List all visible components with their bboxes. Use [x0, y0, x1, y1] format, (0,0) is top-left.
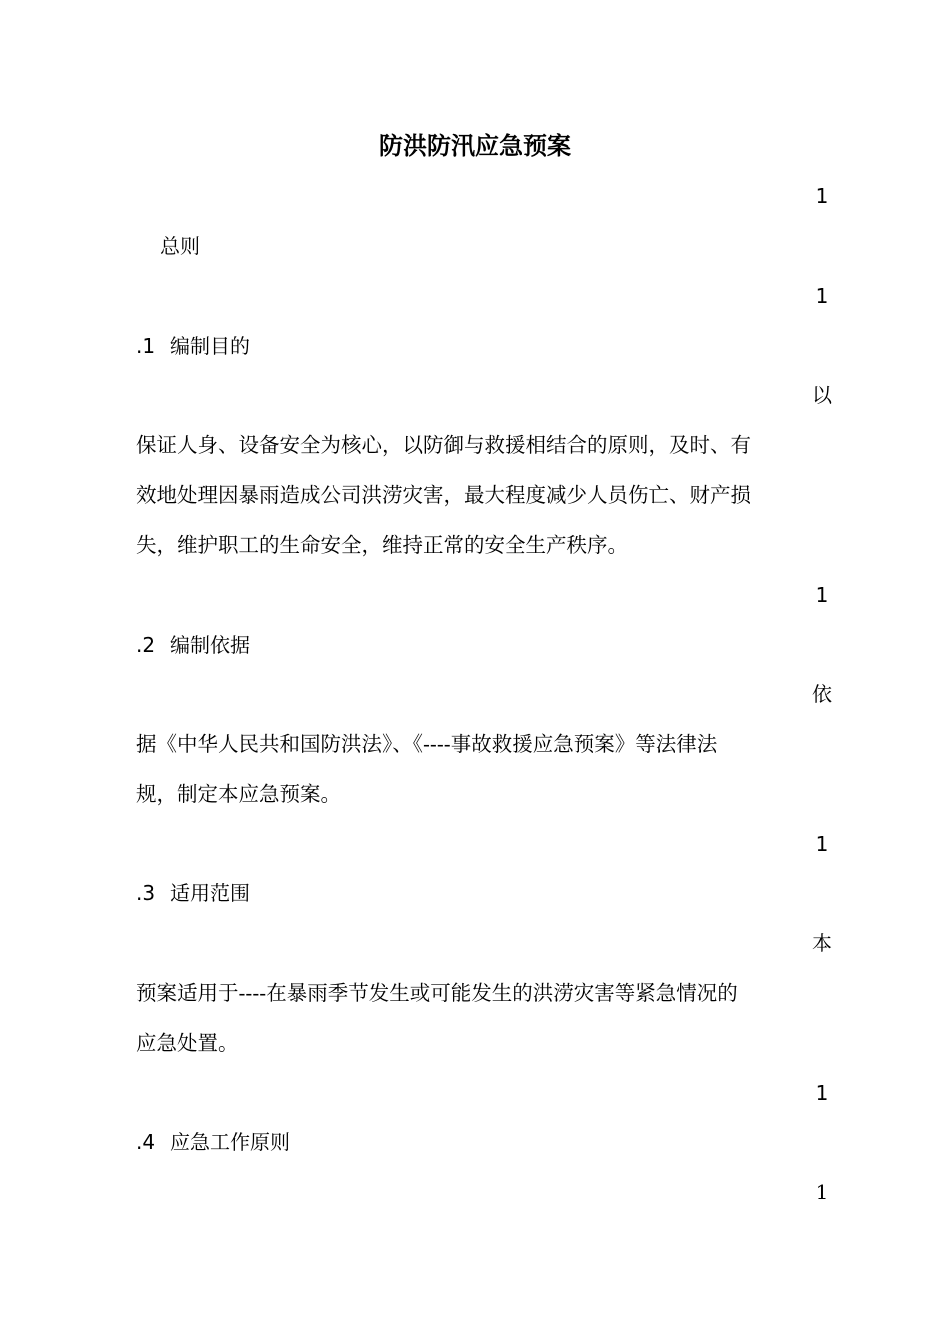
paragraph-lead-char: 本 — [812, 931, 832, 955]
paragraph-line: 效地处理因暴雨造成公司洪涝灾害，最大程度减少人员伤亡、财产损 — [136, 483, 751, 507]
margin-number: 1 — [815, 1081, 829, 1105]
paragraph-lead-char: 依 — [812, 682, 832, 706]
section-heading — [136, 1132, 290, 1152]
section-heading-number: .3 — [136, 881, 156, 905]
paragraph-line: 应急处置。 — [136, 1031, 239, 1055]
section-heading — [136, 336, 250, 356]
section-heading — [136, 635, 250, 655]
section-heading-text: 编制依据 — [170, 633, 250, 657]
section-heading-number: .2 — [136, 633, 156, 657]
section-heading-number: .1 — [136, 334, 156, 358]
section-heading-number: .4 — [136, 1130, 156, 1154]
paragraph-line: 规，制定本应急预案。 — [136, 782, 341, 806]
margin-number: 1 — [815, 832, 829, 856]
margin-number: 1 — [815, 284, 829, 308]
section-heading-text: 编制目的 — [170, 334, 250, 358]
section-heading-text: 应急工作原则 — [170, 1130, 290, 1154]
margin-number: 1 — [815, 583, 829, 607]
paragraph-line: 据《中华人民共和国防洪法》、《----事故救援应急预案》等法律法 — [136, 732, 718, 756]
section-heading — [136, 883, 250, 903]
margin-number: 1 — [815, 184, 829, 208]
section-heading-text: 适用范围 — [170, 881, 250, 905]
document-title: 防洪防汛应急预案 — [379, 132, 571, 160]
paragraph-line: 保证人身、设备安全为核心，以防御与救援相结合的原则，及时、有 — [136, 433, 751, 457]
paragraph-lead-char: 以 — [812, 383, 832, 407]
margin-number: 1 — [815, 1180, 829, 1204]
paragraph-line: 失，维护职工的生命安全，维持正常的安全生产秩序。 — [136, 533, 628, 557]
paragraph-line: 预案适用于----在暴雨季节发生或可能发生的洪涝灾害等紧急情况的 — [136, 981, 738, 1005]
section-heading — [160, 236, 200, 256]
section-heading-text: 总则 — [160, 234, 200, 258]
